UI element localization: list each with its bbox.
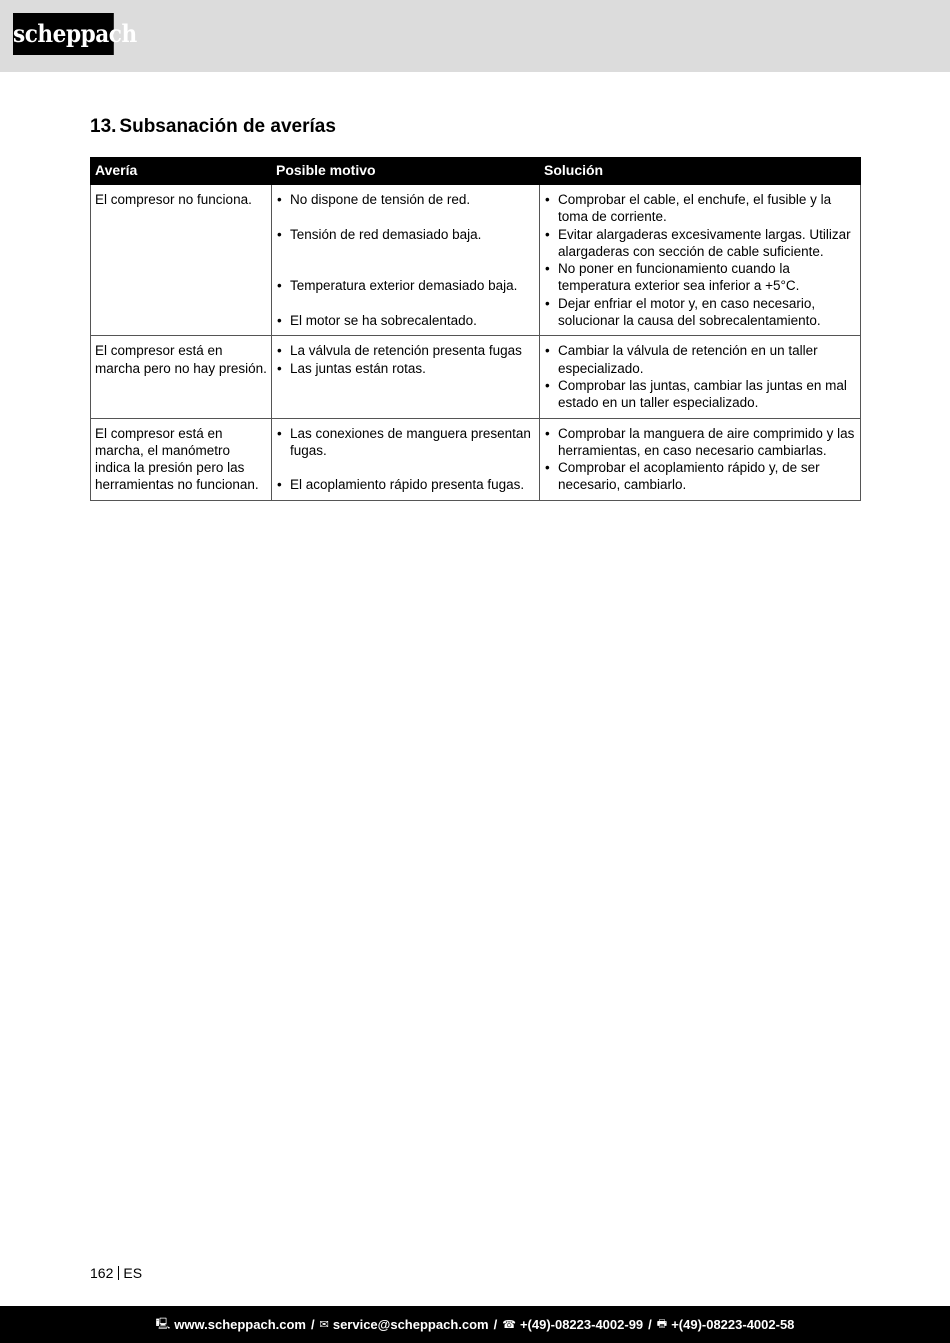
troubleshooting-table <box>90 157 861 501</box>
header-cause: Posible motivo <box>272 158 540 185</box>
cause-cell <box>272 185 540 336</box>
solution-item: • Comprobar la manguera de aire comprimido y las herramientas, en caso necesario cambiarlas. <box>544 425 856 460</box>
cause-cell <box>272 418 540 500</box>
header-band <box>0 0 950 72</box>
cause-item: • El acoplamiento rápido presenta fugas. <box>276 476 535 493</box>
solution-item: • Comprobar las juntas, cambiar las juntas en mal estado en un taller especializado. <box>544 377 856 412</box>
email-link[interactable]: service@scheppach.com <box>332 1317 489 1332</box>
contact-footer <box>0 1306 950 1343</box>
solution-cell <box>540 185 861 336</box>
section-number: 13. <box>90 116 117 137</box>
cause-item: • El motor se ha sobrecalentado. <box>276 312 535 329</box>
solution-item: • Comprobar el acoplamiento rápido y, de ser necesario, cambiarlo. <box>544 459 856 494</box>
website-link[interactable]: www.scheppach.com <box>174 1317 306 1332</box>
separator: / <box>311 1317 315 1332</box>
cause-item: • La válvula de retención presenta fugas <box>276 342 535 359</box>
computer-icon: 🖳 <box>155 1318 171 1330</box>
cause-item: • No dispone de tensión de red. <box>276 191 535 208</box>
cause-item: • Tensión de red demasiado baja. <box>276 226 535 243</box>
solution-cell <box>540 418 861 500</box>
table-row <box>91 336 861 418</box>
language-code: ES <box>123 1265 143 1281</box>
separator: / <box>493 1317 498 1332</box>
phone-number: +(49)-08223-4002-99 <box>519 1317 644 1332</box>
cause-item: • Las juntas están rotas. <box>276 360 535 377</box>
scheppach-logo: scheppach <box>13 13 114 55</box>
cause-cell <box>272 336 540 418</box>
header-solution: Solución <box>540 158 861 185</box>
header-fault: Avería <box>91 158 272 185</box>
section-title-text: Subsanación de averías <box>119 116 336 137</box>
solution-item: • Evitar alargaderas excesivamente largas. Utilizar alargaderas con sección de cable suficiente. <box>544 226 856 261</box>
cause-item: • Temperatura exterior demasiado baja. <box>276 277 535 294</box>
fax-number: +(49)-08223-4002-58 <box>671 1317 795 1332</box>
solution-item: • Dejar enfriar el motor y, en caso necesario, solucionar la causa del sobrecalentamiento. <box>544 295 856 330</box>
solution-item: • No poner en funcionamiento cuando la temperatura exterior sea inferior a +5°C. <box>544 260 856 295</box>
table-header-row <box>91 158 861 185</box>
fault-cell <box>91 418 272 500</box>
telephone-icon: ☎ <box>502 1319 516 1331</box>
separator: / <box>648 1317 652 1332</box>
page-footer-label <box>90 1265 142 1282</box>
fault-text: El compresor no funciona. <box>95 192 252 207</box>
fault-cell <box>91 336 272 418</box>
cause-item: • Las conexiones de manguera presentan fugas. <box>276 425 535 460</box>
divider <box>118 1266 119 1280</box>
solution-item: • Cambiar la válvula de retención en un taller especializado. <box>544 342 856 377</box>
table-row <box>91 185 861 336</box>
solution-item: • Comprobar el cable, el enchufe, el fusible y la toma de corriente. <box>544 191 856 226</box>
fault-text: El compresor está en marcha, el manómetro indica la presión pero las herramientas no funcionan. <box>95 425 259 493</box>
solution-cell <box>540 336 861 418</box>
page-number: 162 <box>90 1265 114 1281</box>
table-row <box>91 418 861 500</box>
envelope-icon: ✉ <box>319 1319 329 1331</box>
section-title <box>90 115 336 139</box>
fault-cell <box>91 185 272 336</box>
fault-text: El compresor está en marcha pero no hay presión. <box>95 343 267 376</box>
fax-icon: 🖶 <box>656 1318 668 1330</box>
